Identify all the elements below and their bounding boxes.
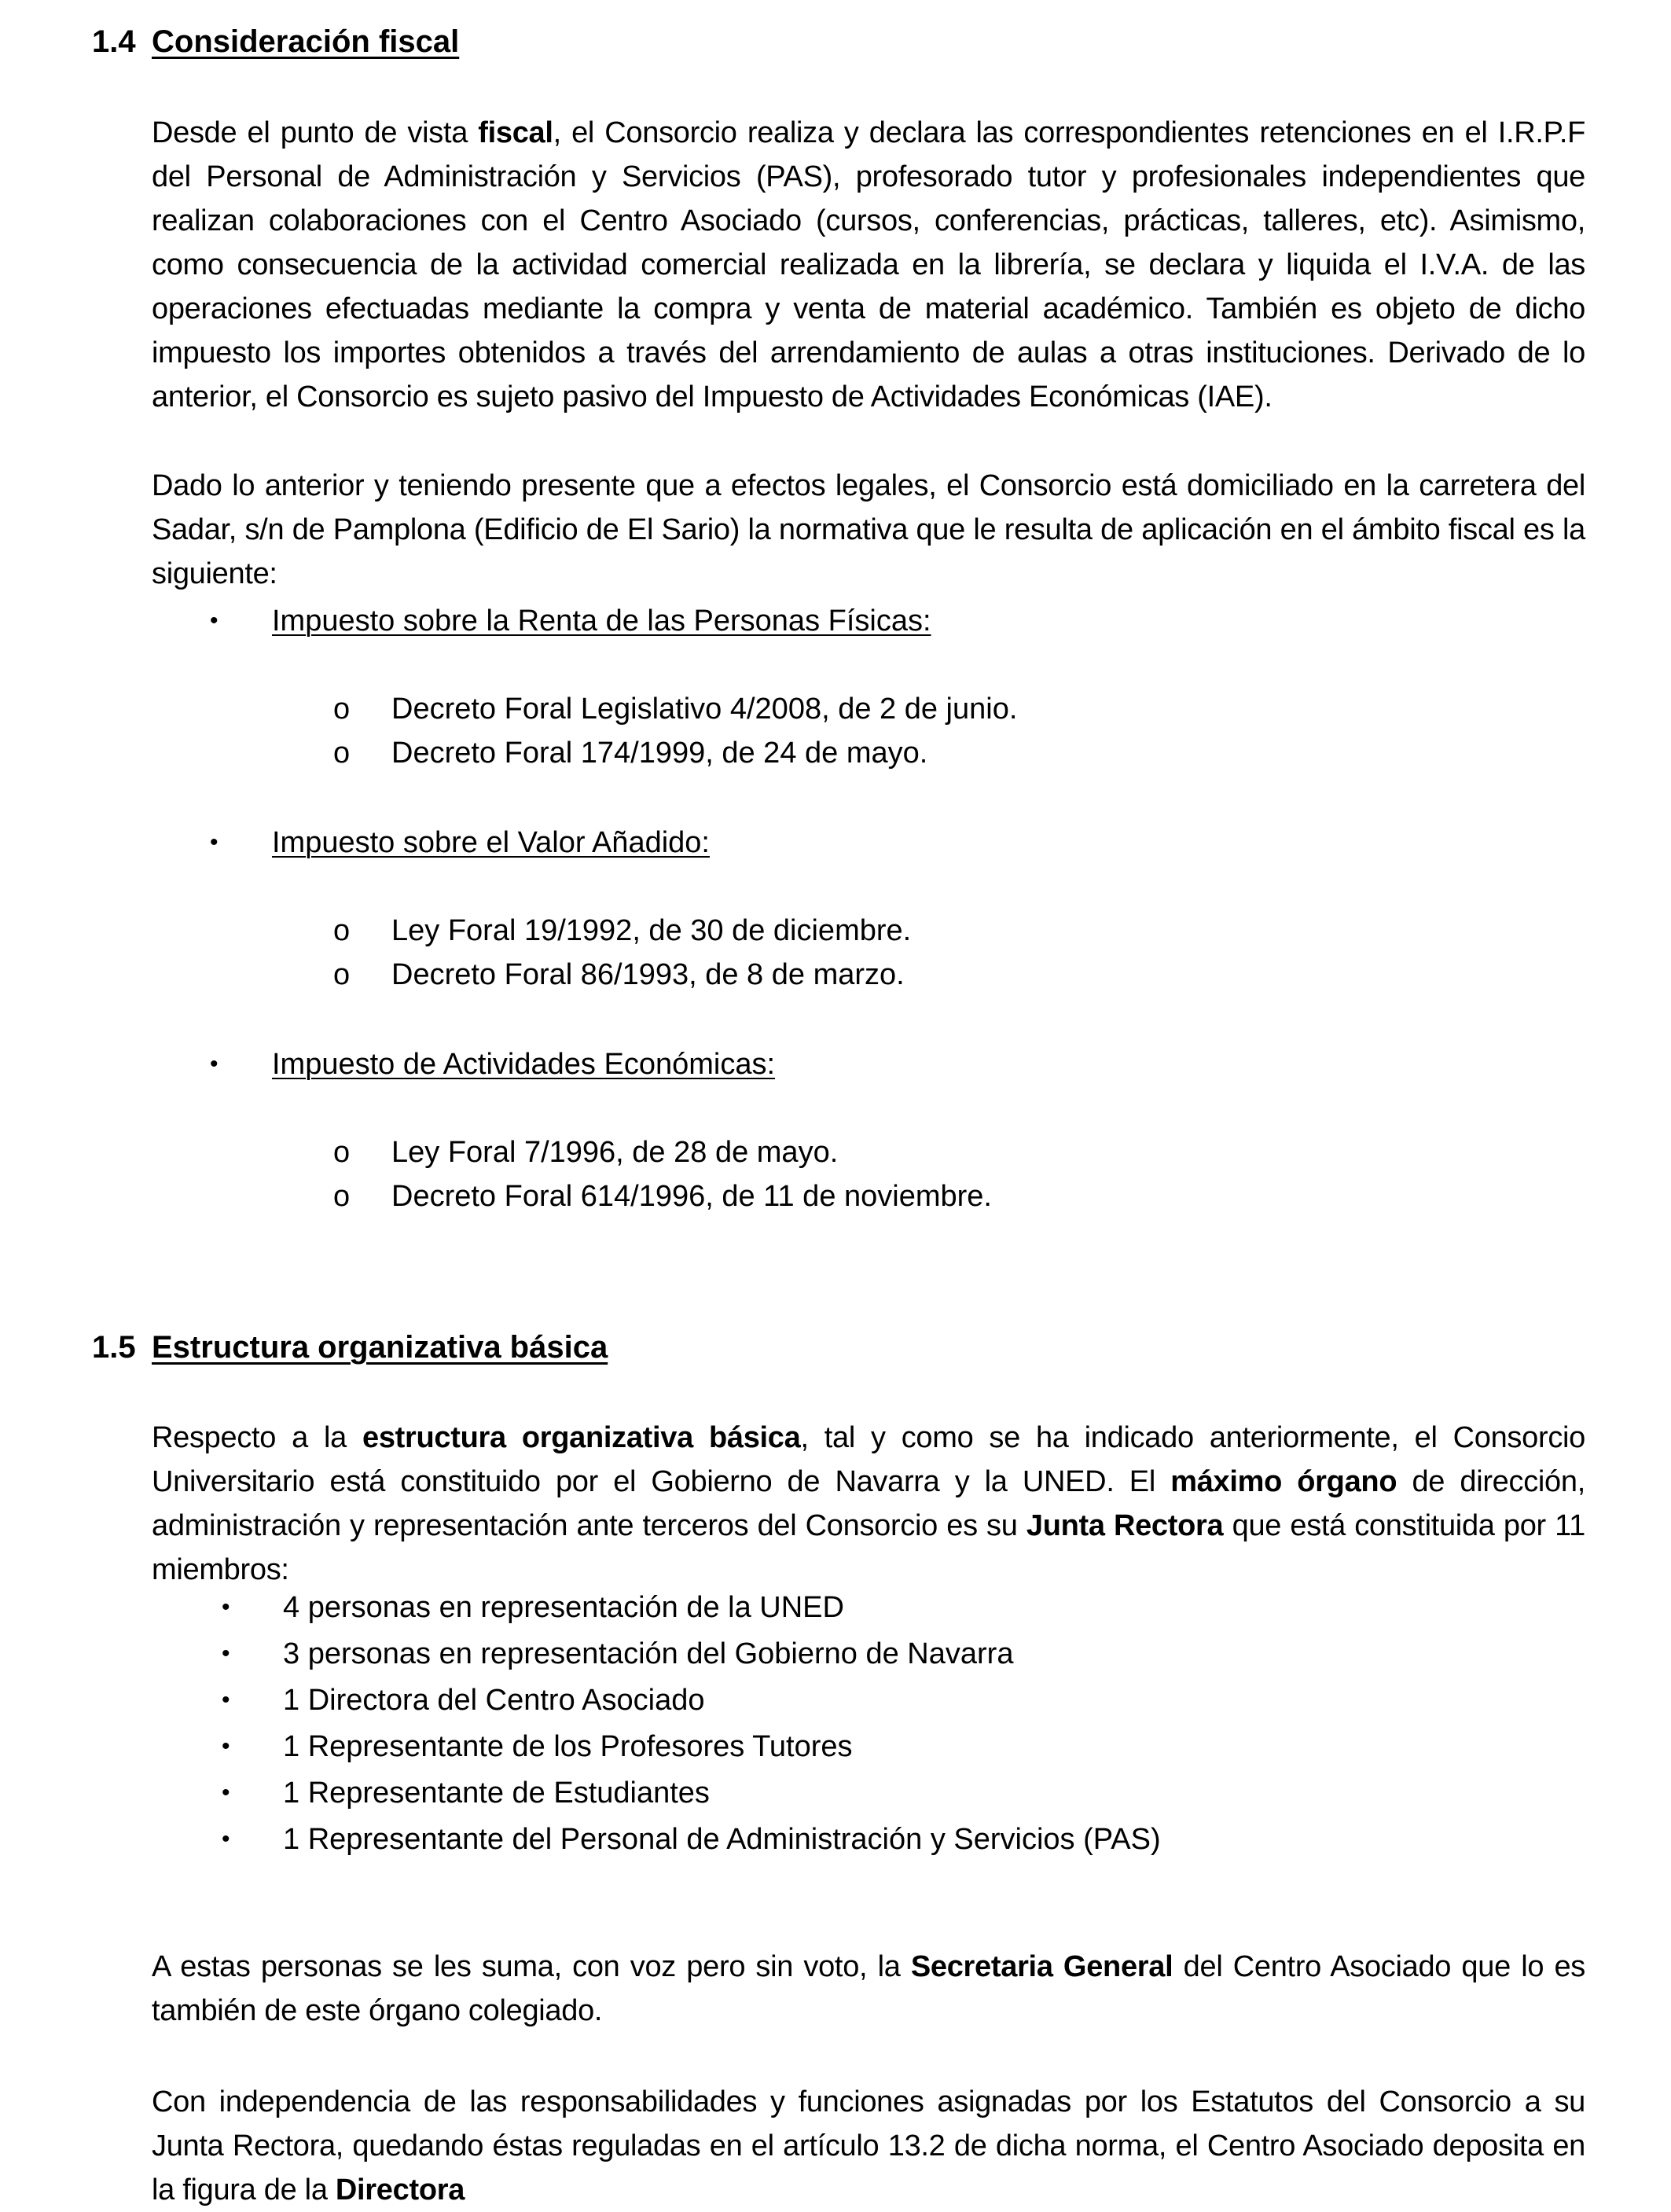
bullet-icon: •	[222, 1641, 230, 1666]
text-run: Con independencia de las responsabilidades y funciones asignadas por los Estatutos del Consorcio a su Junta Rectora, quedando éstas reguladas en el artículo 13.2 de dicha norma, el Centro Asociado deposita en la figura de la	[152, 2085, 1585, 2206]
bullet-icon: •	[222, 1594, 230, 1620]
section-heading-1-4	[92, 21, 459, 62]
circle-bullet-icon: o	[333, 1136, 351, 1169]
bold-term: fiscal	[478, 116, 553, 149]
fiscal-intro-paragraph	[152, 111, 1585, 419]
regulation-text: Ley Foral 7/1996, de 28 de mayo.	[391, 1136, 839, 1169]
text-run: que está constituida por 11 miembros:	[152, 1509, 1585, 1586]
regulation-text: Decreto Foral Legislativo 4/2008, de 2 de junio.	[391, 693, 1018, 726]
structure-intro-paragraph	[152, 1416, 1585, 1592]
member-text: 4 personas en representación de la UNED	[283, 1591, 844, 1624]
tax-label: Impuesto sobre el Valor Añadido:	[272, 826, 710, 859]
section-number: 1.4	[92, 24, 136, 59]
text-run: Desde el punto de vista	[152, 116, 479, 149]
regulation-text: Ley Foral 19/1992, de 30 de diciembre.	[391, 914, 912, 947]
bold-term: Secretaria General	[910, 1950, 1173, 1983]
bullet-icon: •	[210, 829, 219, 855]
bullet-icon: •	[222, 1733, 230, 1759]
member-text: 1 Representante de Estudiantes	[283, 1777, 710, 1810]
text-run: del Centro Asociado que lo es también de este órgano colegiado.	[152, 1950, 1585, 2027]
bullet-icon: •	[222, 1826, 230, 1852]
responsibilities-paragraph	[152, 2080, 1585, 2212]
bold-term: estructura organizativa básica	[362, 1421, 801, 1454]
circle-bullet-icon: o	[333, 737, 351, 770]
circle-bullet-icon: o	[333, 958, 351, 991]
member-text: 1 Directora del Centro Asociado	[283, 1684, 705, 1717]
regulation-text: Decreto Foral 174/1999, de 24 de mayo.	[391, 737, 928, 770]
bullet-icon: •	[210, 608, 219, 634]
tax-label: Impuesto de Actividades Económicas:	[272, 1048, 776, 1081]
bullet-icon: •	[210, 1051, 219, 1077]
text-run: Respecto a la	[152, 1421, 362, 1454]
bold-term: máximo órgano	[1170, 1465, 1397, 1498]
text-run: de dirección, administración y representación ante terceros del Consorcio es su	[152, 1465, 1585, 1542]
secretary-paragraph	[152, 1945, 1585, 2033]
regulation-text: Decreto Foral 614/1996, de 11 de noviembre.	[391, 1180, 992, 1213]
bold-term: Directora	[335, 2173, 465, 2206]
text-run: , el Consorcio realiza y declara las correspondientes retenciones en el I.R.P.F del Personal de Administración y Servicios (PAS), profesorado tutor y profesionales independientes que realizan colaboraciones con el Centro Asociado (cursos, conferencias, prácticas, talleres, etc). Asimismo, como consecuencia de la actividad comercial realizada en la librería, se declara y liquida el I.V.A. de las operaciones efectuadas mediante la compra y venta de material académico. También es objeto de dicho impuesto los importes obtenidos a través del arrendamiento de aulas a otras instituciones. Derivado de lo anterior, el Consorcio es sujeto pasivo del Impuesto de Actividades Económicas (IAE).	[152, 116, 1585, 413]
circle-bullet-icon: o	[333, 914, 351, 947]
section-number: 1.5	[92, 1330, 136, 1365]
fiscal-domicile-paragraph	[152, 464, 1585, 596]
circle-bullet-icon: o	[333, 693, 351, 726]
section-title: Consideración fiscal	[152, 24, 460, 59]
bullet-icon: •	[222, 1687, 230, 1713]
bullet-icon: •	[222, 1780, 230, 1806]
paragraph-text: Dado lo anterior y teniendo presente que a efectos legales, el Consorcio está domiciliado en la carretera del Sadar, s/n de Pamplona (Edificio de El Sario) la normativa que le resulta de aplicación en el ámbito fiscal es la siguiente:	[152, 469, 1585, 590]
bold-term: Junta Rectora	[1026, 1509, 1224, 1542]
section-title: Estructura organizativa básica	[152, 1330, 608, 1365]
circle-bullet-icon: o	[333, 1180, 351, 1213]
member-text: 1 Representante de los Profesores Tutores	[283, 1730, 853, 1763]
regulation-text: Decreto Foral 86/1993, de 8 de marzo.	[391, 958, 905, 991]
member-text: 1 Representante del Personal de Administración y Servicios (PAS)	[283, 1823, 1161, 1856]
section-heading-1-5	[92, 1327, 608, 1368]
text-run: A estas personas se les suma, con voz pero sin voto, la	[152, 1950, 911, 1983]
tax-label: Impuesto sobre la Renta de las Personas Físicas:	[272, 604, 931, 638]
text-run: , tal y como se ha indicado anteriormente, el Consorcio Universitario está constituido por el Gobierno de Navarra y la UNED. El	[152, 1421, 1585, 1498]
member-text: 3 personas en representación del Gobierno de Navarra	[283, 1637, 1014, 1670]
